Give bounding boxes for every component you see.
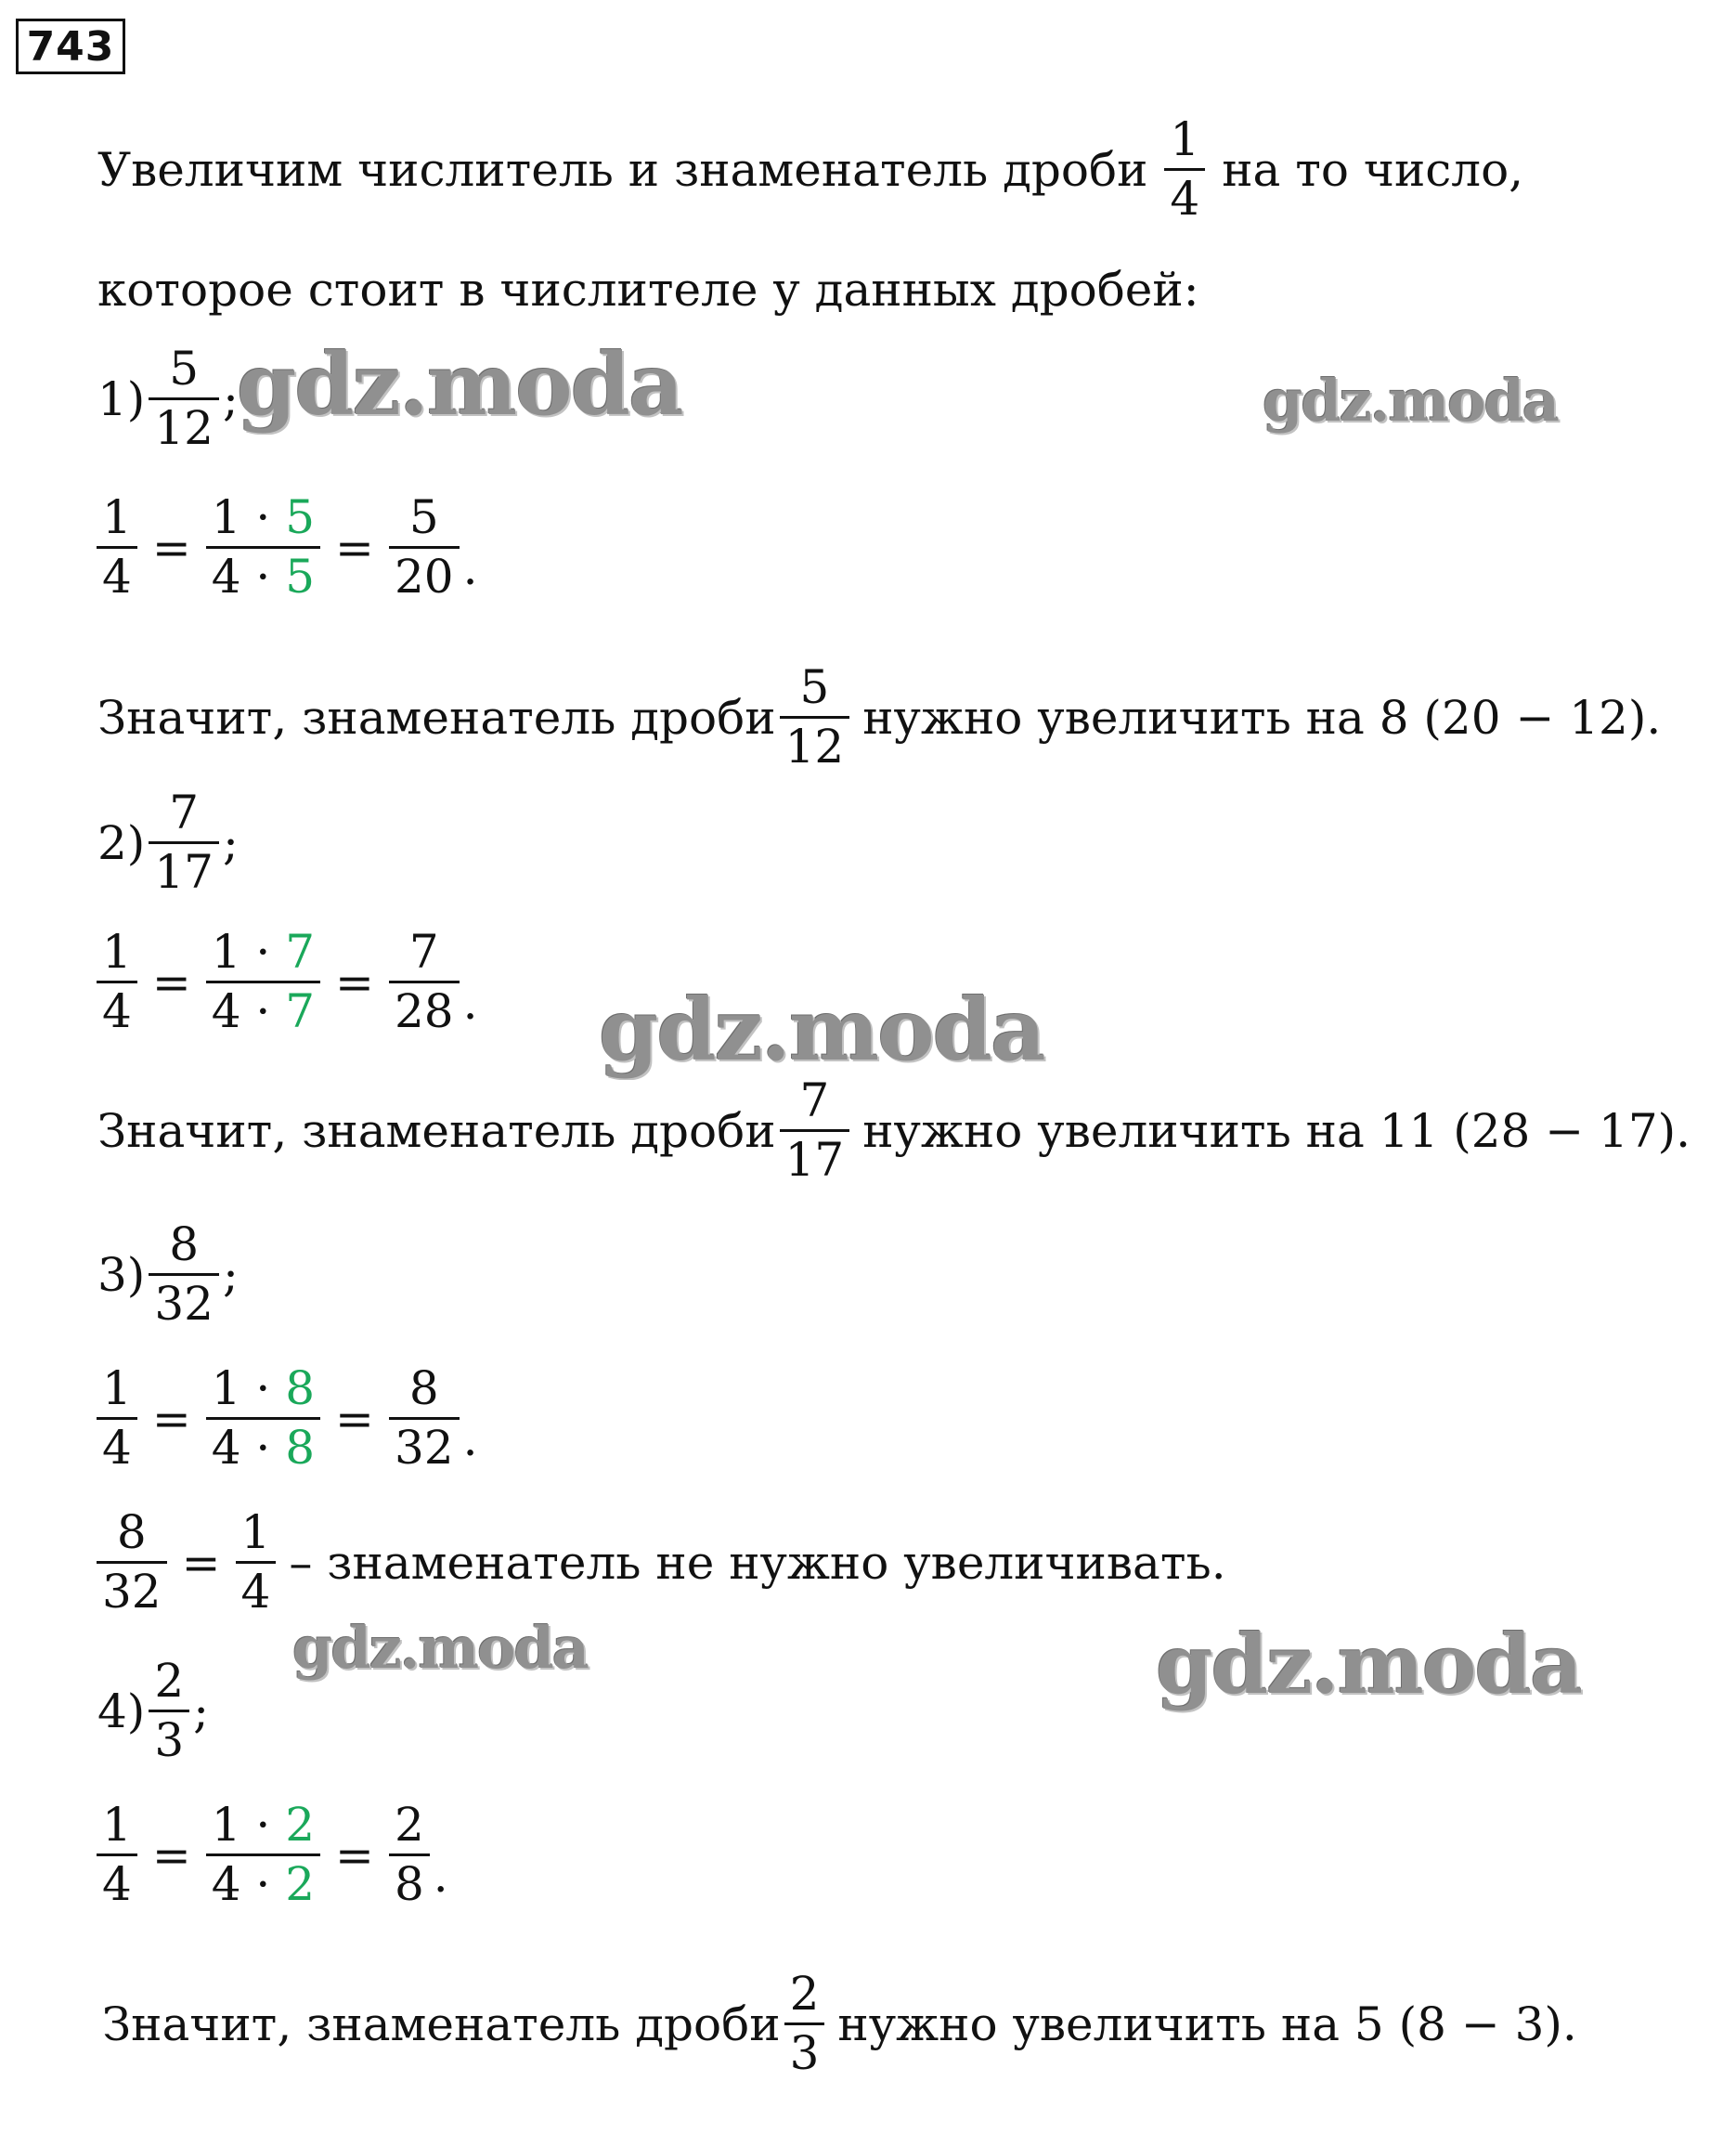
section-fraction: $\frac{5}{12}$ xyxy=(149,345,219,452)
section-3-note: $\frac{8}{32}$ = $\frac{1}{4}$ – знаменатель не нужно увеличивать. xyxy=(93,1509,1226,1616)
section-fraction: $\frac{7}{17}$ xyxy=(149,789,219,896)
section-2-equation: $\frac{1}{4}$ = $\frac{1 \cdot 7}{4 \cdot 7}$ = $\frac{7}{28}$ . xyxy=(93,929,477,1035)
section-fraction: $\frac{8}{32}$ xyxy=(149,1221,219,1328)
section-4-equation: $\frac{1}{4}$ = $\frac{1 \cdot 2}{4 \cdot 2}$ = $\frac{2}{8}$ . xyxy=(93,1801,448,1908)
section-1-conclusion: Значит, знаменатель дроби $\frac{5}{12}$ нужно увеличить на 8 (20 − 12). xyxy=(97,660,1662,774)
intro-line-2: которое стоит в числителе у данных дробей: xyxy=(97,263,1199,317)
watermark: gdz.moda xyxy=(1263,367,1558,435)
watermark: gdz.moda xyxy=(237,334,682,435)
eq-left-fraction: $\frac{1}{4}$ xyxy=(97,494,137,601)
section-3-header: 3) $\frac{8}{32}$ ; xyxy=(97,1217,239,1331)
intro-text-before: Увеличим числитель и знаменатель дроби xyxy=(97,142,1148,197)
eq-mid-fraction: $\frac{1 \cdot 5}{4 \cdot 5}$ xyxy=(206,494,320,601)
eq-right-fraction: $\frac{5}{20}$ xyxy=(389,494,460,601)
section-1-equation: $\frac{1}{4}$ = $\frac{1 \cdot 5}{4 \cdot 5}$ = $\frac{5}{20}$ . xyxy=(93,494,477,601)
section-4-header: 4) $\frac{2}{3}$ ; xyxy=(97,1654,209,1767)
section-label: 3) xyxy=(97,1247,146,1302)
intro-line-1 xyxy=(97,112,1524,226)
section-label: 4) xyxy=(97,1684,146,1738)
watermark: gdz.moda xyxy=(599,980,1044,1080)
watermark: gdz.moda xyxy=(292,1614,588,1682)
task-number-box: 743 xyxy=(16,19,125,74)
intro-fraction: $\frac{1}{4}$ xyxy=(1164,116,1205,223)
watermark: gdz.moda xyxy=(1156,1616,1582,1712)
section-2-header: 2) $\frac{7}{17}$ ; xyxy=(97,786,239,899)
section-3-equation: $\frac{1}{4}$ = $\frac{1 \cdot 8}{4 \cdot 8}$ = $\frac{8}{32}$ . xyxy=(93,1365,477,1472)
intro-text-after: на то число, xyxy=(1222,142,1524,197)
section-2-conclusion: Значит, знаменатель дроби $\frac{7}{17}$ нужно увеличить на 11 (28 − 17). xyxy=(97,1073,1691,1187)
section-1-header: 1) $\frac{5}{12}$ ; xyxy=(97,342,239,455)
section-label: 2) xyxy=(97,815,146,870)
section-label: 1) xyxy=(97,371,146,426)
section-4-conclusion: Значит, знаменатель дроби $\frac{2}{3}$ нужно увеличить на 5 (8 − 3). xyxy=(102,1967,1577,2080)
section-fraction: $\frac{2}{3}$ xyxy=(149,1658,189,1764)
